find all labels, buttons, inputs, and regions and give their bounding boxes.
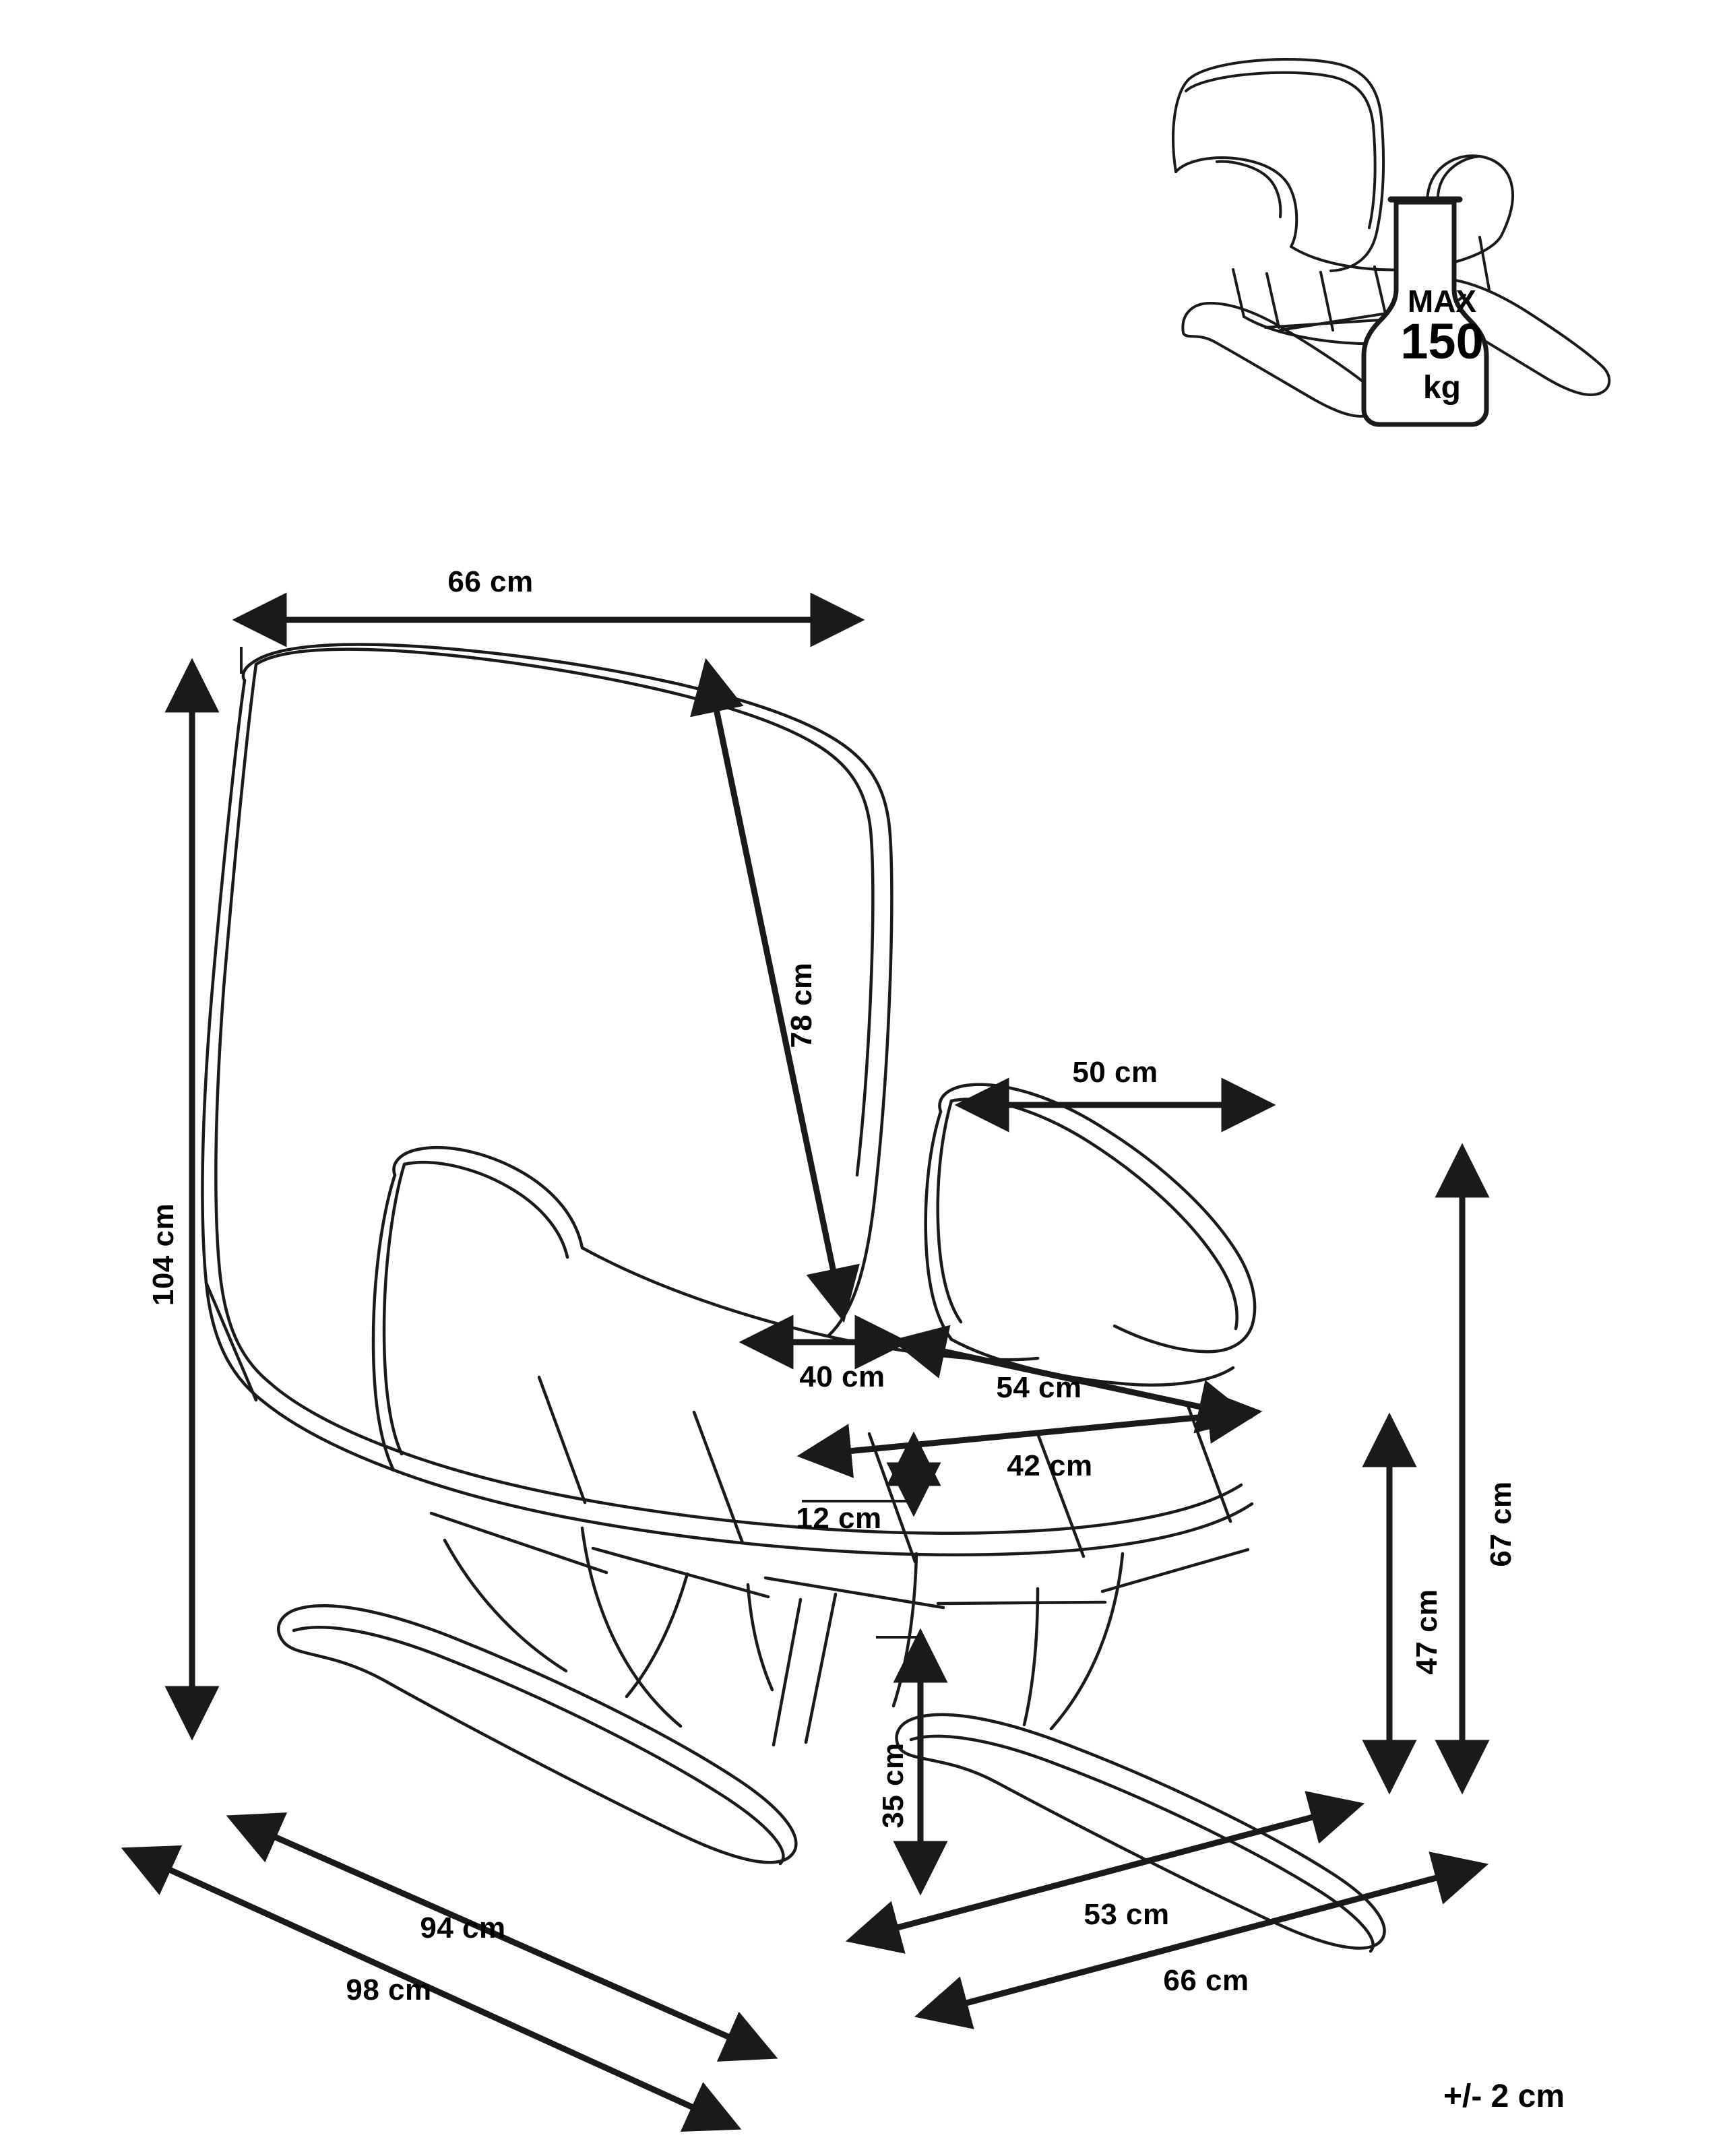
badge-value: 150 [1400, 313, 1484, 369]
badge-max-label: MAX [1407, 284, 1477, 319]
dim-label-seat-thickness: 12 cm [796, 1502, 882, 1535]
dim-label-height-total: 104 cm [147, 1203, 180, 1306]
dim-line-backrest-height [708, 667, 842, 1314]
dim-label-backrest-height: 78 cm [785, 962, 818, 1048]
dim-label-armrest-height: 47 cm [1410, 1589, 1443, 1675]
dim-label-base-depth: 53 cm [1084, 1898, 1170, 1931]
dim-label-overall-depth: 98 cm [346, 1973, 432, 2006]
tolerance-note: +/- 2 cm [1443, 2079, 1565, 2114]
dim-label-rocker-length: 94 cm [420, 1911, 506, 1944]
dim-label-base-width: 66 cm [1163, 1964, 1249, 1997]
dim-label-seat-height: 35 cm [877, 1742, 910, 1829]
chair-main-illustration [202, 644, 1384, 1951]
dim-label-seat-back-depth: 40 cm [799, 1360, 885, 1393]
dim-label-armrest-depth: 50 cm [1072, 1056, 1158, 1089]
dim-label-seat-width: 54 cm [996, 1371, 1082, 1404]
badge-unit: kg [1422, 370, 1461, 406]
dim-label-width-top: 66 cm [447, 565, 534, 598]
dim-label-seat-depth: 42 cm [1007, 1449, 1093, 1482]
dim-label-seat-top-height: 67 cm [1484, 1481, 1517, 1567]
